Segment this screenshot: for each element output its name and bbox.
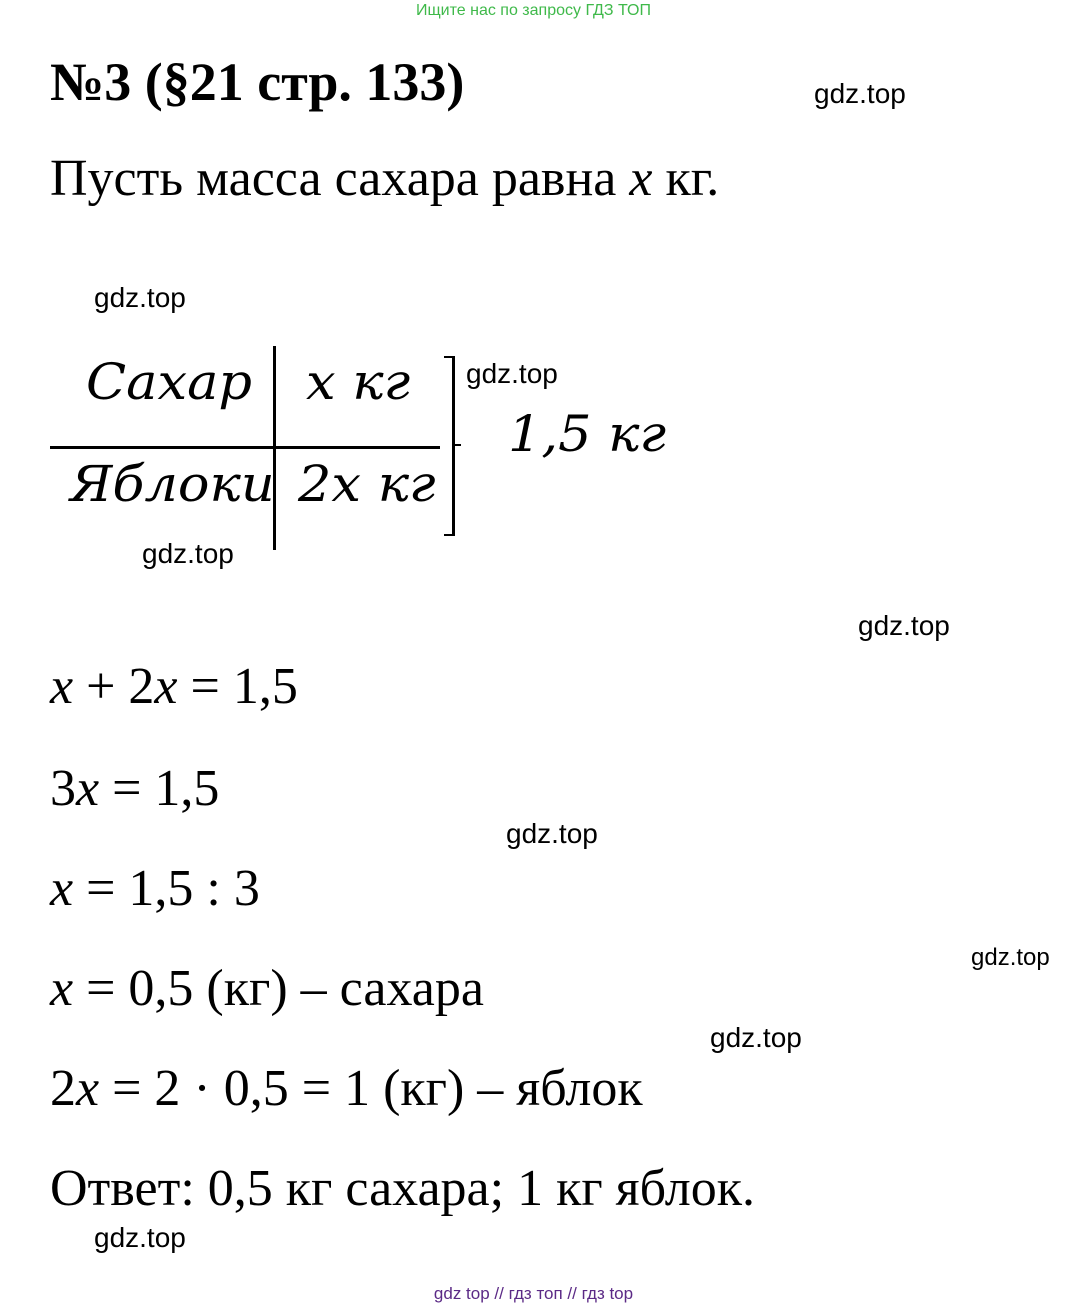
top-banner[interactable]: Ищите нас по запросу ГДЗ ТОП (416, 2, 651, 19)
eq2-coef: 3 (50, 760, 76, 817)
equation-4 (50, 958, 484, 1020)
watermark: gdz.top (858, 610, 950, 641)
watermark: gdz.top (710, 1022, 802, 1053)
apples-label: Яблоки (70, 455, 275, 513)
eq2-rest: = 1,5 (99, 760, 220, 817)
eq5-rest: = 2 · 0,5 = 1 (кг) – яблок (99, 1060, 643, 1117)
intro-after: кг. (652, 150, 720, 207)
watermark: gdz.top (971, 944, 1050, 971)
equation-2 (50, 758, 219, 820)
total-bracket (452, 356, 455, 536)
eq4-var: x (50, 960, 74, 1017)
eq3-var: x (50, 860, 74, 917)
footer-links[interactable]: gdz top // гдз топ // гдз top (433, 1284, 634, 1303)
total-bracket-top (444, 356, 454, 358)
intro-before: Пусть масса сахара равна (50, 150, 630, 207)
eq1-var2: x (154, 658, 178, 715)
apples-value: 2x кг (298, 455, 436, 513)
equation-3 (50, 858, 260, 920)
answer-text: Ответ: 0,5 кг сахара; 1 кг яблок. (50, 1160, 755, 1217)
total-bracket-tick (454, 444, 461, 446)
eq4-rest: = 0,5 (кг) – сахара (73, 960, 484, 1017)
eq1-part: + 2 (73, 658, 155, 715)
table-horizontal-divider (50, 446, 440, 449)
eq1-rest: = 1,5 (177, 658, 298, 715)
eq5-coef: 2 (50, 1060, 76, 1117)
watermark: gdz.top (466, 358, 558, 389)
equation-5 (50, 1058, 643, 1120)
sugar-value: x кг (306, 353, 411, 411)
equation-1 (50, 656, 298, 718)
eq2-var: x (76, 760, 100, 817)
page-title: №3 (§21 стр. 133) (50, 52, 465, 112)
watermark: gdz.top (94, 282, 186, 313)
watermark: gdz.top (814, 78, 906, 109)
intro-variable: x (629, 150, 653, 207)
sugar-label: Сахар (86, 353, 252, 411)
intro-text (50, 148, 719, 210)
total-value: 1,5 кг (508, 405, 667, 463)
eq3-rest: = 1,5 : 3 (73, 860, 260, 917)
eq1-var: x (50, 658, 74, 715)
watermark: gdz.top (506, 818, 598, 849)
total-bracket-bottom (444, 534, 454, 536)
watermark: gdz.top (94, 1222, 186, 1253)
watermark: gdz.top (142, 538, 234, 569)
eq5-var: x (76, 1060, 100, 1117)
